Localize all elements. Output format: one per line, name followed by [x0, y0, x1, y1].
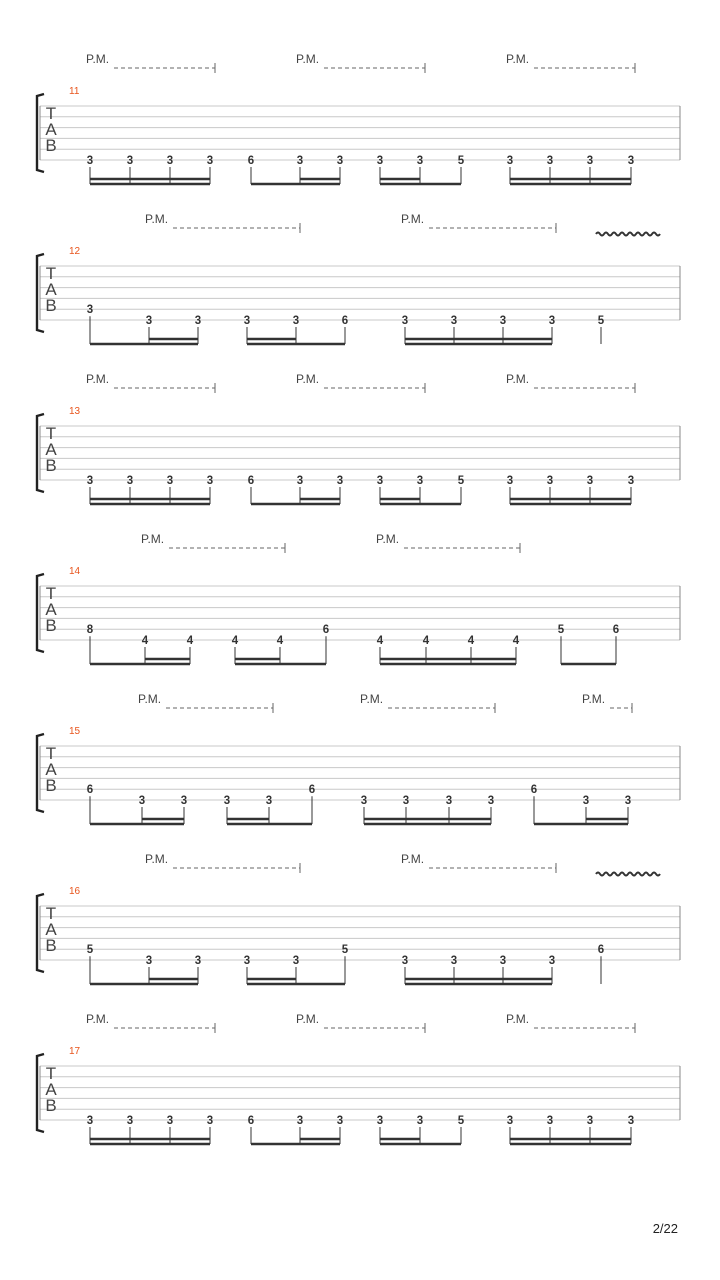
fret-number: 3 — [166, 1115, 174, 1127]
fret-number: 3 — [126, 155, 134, 167]
fret-number: 6 — [308, 784, 316, 797]
fret-number: 3 — [145, 315, 153, 327]
fret-number: 3 — [546, 1115, 554, 1127]
fret-number: 3 — [445, 795, 453, 807]
fret-number: 3 — [206, 1115, 214, 1127]
fret-number: 6 — [86, 784, 94, 797]
fret-number: 3 — [296, 475, 304, 487]
fret-number: 3 — [126, 475, 134, 487]
fret-number: 3 — [624, 795, 632, 807]
measure-number: 12 — [69, 246, 81, 257]
measure-number: 13 — [69, 406, 81, 417]
tab-clef-letter: T — [45, 104, 57, 123]
palm-mute-label: P.M. — [145, 212, 169, 226]
page-number: 2/22 — [652, 1221, 678, 1236]
palm-mute-label: P.M. — [401, 852, 425, 866]
fret-number: 3 — [376, 155, 384, 167]
palm-mute-label: P.M. — [360, 692, 384, 706]
fret-number: 3 — [416, 155, 424, 167]
tab-system — [37, 532, 680, 664]
fret-number: 6 — [530, 784, 538, 797]
fret-number: 3 — [166, 475, 174, 487]
fret-number: 4 — [231, 635, 239, 647]
tab-clef-letter: B — [45, 616, 57, 635]
tab-clef-letter: T — [45, 1064, 57, 1083]
fret-number: 6 — [341, 315, 349, 327]
tab-clef-letter: A — [45, 440, 57, 459]
fret-number: 3 — [336, 155, 344, 167]
tab-clef-letter: A — [45, 280, 57, 299]
fret-number: 3 — [265, 795, 273, 807]
fret-number: 3 — [487, 795, 495, 807]
fret-number: 3 — [546, 475, 554, 487]
fret-number: 3 — [223, 795, 231, 807]
fret-number: 3 — [416, 1115, 424, 1127]
fret-number: 3 — [292, 315, 300, 327]
palm-mute-label: P.M. — [506, 372, 530, 386]
fret-number: 5 — [557, 624, 565, 637]
fret-number: 8 — [86, 624, 94, 637]
fret-number: 5 — [597, 315, 605, 327]
palm-mute-label: P.M. — [86, 372, 110, 386]
palm-mute-label: P.M. — [141, 532, 165, 546]
fret-number: 3 — [206, 155, 214, 167]
fret-number: 3 — [360, 795, 368, 807]
fret-number: 3 — [450, 955, 458, 967]
fret-number: 5 — [457, 1115, 465, 1127]
fret-number: 3 — [145, 955, 153, 967]
fret-number: 3 — [499, 955, 507, 967]
palm-mute-label: P.M. — [506, 52, 530, 66]
fret-number: 3 — [450, 315, 458, 327]
fret-number: 3 — [506, 475, 514, 487]
fret-number: 3 — [126, 1115, 134, 1127]
vibrato-mark — [596, 233, 660, 236]
tab-system — [37, 1012, 680, 1144]
fret-number: 4 — [512, 635, 520, 647]
fret-number: 4 — [186, 635, 194, 647]
fret-number: 4 — [141, 635, 149, 647]
tab-clef-letter: A — [45, 760, 57, 779]
tab-clef-letter: A — [45, 920, 57, 939]
palm-mute-label: P.M. — [296, 372, 320, 386]
measure-number: 16 — [69, 886, 81, 897]
fret-number: 3 — [292, 955, 300, 967]
fret-number: 5 — [86, 944, 94, 957]
fret-number: 3 — [194, 315, 202, 327]
tab-clef-letter: T — [45, 744, 57, 763]
fret-number: 6 — [322, 624, 330, 637]
fret-number: 3 — [506, 155, 514, 167]
fret-number: 3 — [243, 955, 251, 967]
palm-mute-label: P.M. — [86, 1012, 110, 1026]
tab-clef-letter: A — [45, 600, 57, 619]
tab-system — [37, 692, 680, 824]
tab-clef-letter: B — [45, 456, 57, 475]
vibrato-mark — [596, 873, 660, 876]
fret-number: 3 — [138, 795, 146, 807]
fret-number: 6 — [247, 475, 255, 487]
fret-number: 6 — [597, 944, 605, 957]
tab-clef-letter: T — [45, 904, 57, 923]
fret-number: 4 — [376, 635, 384, 647]
tab-clef-letter: T — [45, 584, 57, 603]
fret-number: 3 — [336, 1115, 344, 1127]
palm-mute-label: P.M. — [138, 692, 162, 706]
fret-number: 3 — [376, 475, 384, 487]
fret-number: 3 — [582, 795, 590, 807]
fret-number: 3 — [296, 1115, 304, 1127]
tab-system — [37, 212, 680, 344]
fret-number: 3 — [86, 1115, 94, 1127]
fret-number: 3 — [499, 315, 507, 327]
fret-number: 6 — [612, 624, 620, 637]
fret-number: 3 — [86, 304, 94, 317]
tab-clef-letter: A — [45, 1080, 57, 1099]
fret-number: 3 — [586, 475, 594, 487]
fret-number: 3 — [180, 795, 188, 807]
fret-number: 3 — [401, 315, 409, 327]
fret-number: 3 — [586, 155, 594, 167]
fret-number: 5 — [457, 155, 465, 167]
fret-number: 3 — [548, 955, 556, 967]
fret-number: 3 — [166, 155, 174, 167]
measure-number: 11 — [69, 86, 80, 97]
fret-number: 4 — [467, 635, 475, 647]
tab-clef-letter: B — [45, 936, 57, 955]
tab-clef-letter: B — [45, 776, 57, 795]
fret-number: 3 — [243, 315, 251, 327]
palm-mute-label: P.M. — [296, 52, 320, 66]
tab-system — [37, 852, 680, 984]
tab-clef-letter: B — [45, 136, 57, 155]
fret-number: 6 — [247, 155, 255, 167]
tab-clef-letter: B — [45, 1096, 57, 1115]
palm-mute-label: P.M. — [145, 852, 169, 866]
fret-number: 3 — [548, 315, 556, 327]
palm-mute-label: P.M. — [296, 1012, 320, 1026]
palm-mute-label: P.M. — [376, 532, 400, 546]
palm-mute-label: P.M. — [86, 52, 110, 66]
fret-number: 5 — [341, 944, 349, 957]
tab-clef-letter: T — [45, 424, 57, 443]
tab-clef-letter: T — [45, 264, 57, 283]
fret-number: 6 — [247, 1115, 255, 1127]
fret-number: 3 — [402, 795, 410, 807]
fret-number: 3 — [627, 475, 635, 487]
fret-number: 3 — [194, 955, 202, 967]
measure-number: 14 — [69, 566, 81, 577]
palm-mute-label: P.M. — [401, 212, 425, 226]
fret-number: 3 — [506, 1115, 514, 1127]
fret-number: 3 — [586, 1115, 594, 1127]
fret-number: 3 — [296, 155, 304, 167]
fret-number: 3 — [376, 1115, 384, 1127]
fret-number: 3 — [401, 955, 409, 967]
palm-mute-label: P.M. — [506, 1012, 530, 1026]
measure-number: 17 — [69, 1046, 81, 1057]
fret-number: 3 — [86, 475, 94, 487]
tab-clef-letter: B — [45, 296, 57, 315]
tab-clef-letter: A — [45, 120, 57, 139]
fret-number: 3 — [416, 475, 424, 487]
fret-number: 4 — [422, 635, 430, 647]
fret-number: 5 — [457, 475, 465, 487]
fret-number: 3 — [206, 475, 214, 487]
tab-system — [37, 372, 680, 504]
fret-number: 4 — [276, 635, 284, 647]
fret-number: 3 — [86, 155, 94, 167]
fret-number: 3 — [627, 1115, 635, 1127]
tab-system — [37, 52, 680, 184]
fret-number: 3 — [627, 155, 635, 167]
palm-mute-label: P.M. — [582, 692, 606, 706]
measure-number: 15 — [69, 726, 81, 737]
fret-number: 3 — [336, 475, 344, 487]
fret-number: 3 — [546, 155, 554, 167]
